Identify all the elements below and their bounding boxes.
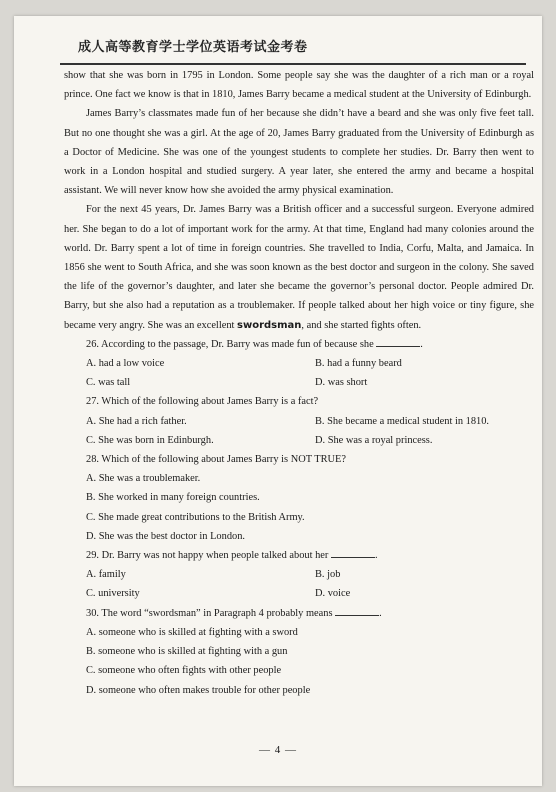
passage-paragraph-3-text: For the next 45 years, Dr. James Barry was a British officer and a successful surgeon. Everyone admired her. She began to do a lot of important work for the army. At that time, England had many colonies around the world. Dr. Barry spent a lot of time in foreign countries. She travelled to India, Corfu, Malta, and Jamaica. In 1856 she went to South Africa, and she was soon known as the best doctor and surgeon in the colony. She saved the life of the governor’s daughter, and later she became the governor’s personal doctor. People admired Dr. Barry, but she also had a reputation as a troublemaker. If people talked about her high voice or tiny figure, she became very angry. She was an excellent [64, 204, 534, 331]
answer-option-b: B. had a funny beard [315, 358, 402, 370]
question-stem-text: 28. Which of the following about James Barry is NOT TRUE? [86, 454, 347, 466]
answer-option-c: C. university [86, 588, 140, 600]
answer-option-a: A. family [86, 569, 126, 581]
answer-blank [376, 336, 420, 347]
answer-option-a: A. had a low voice [86, 358, 165, 370]
exam-title: 成人高等教育学士学位英语考试金考卷 [78, 40, 308, 55]
answer-option-d: D. She was the best doctor in London. [86, 530, 246, 542]
question-stem-end: . [375, 550, 378, 562]
answer-option-d: D. was short [315, 377, 368, 389]
answer-option-c: C. was tall [86, 377, 131, 389]
question-stem-text: 30. The word “swordsman” in Paragraph 4 probably means [86, 607, 333, 619]
page-number: — 4 — [259, 744, 297, 756]
question-30-stem [64, 604, 534, 623]
answer-option-b: B. job [315, 569, 341, 581]
option-row [64, 354, 534, 373]
passage-closing-text: , and she started fights often. [301, 319, 422, 331]
answer-blank [331, 547, 375, 558]
option-row [64, 373, 534, 392]
passage-paragraph-2: James Barry’s classmates made fun of her because she didn’t have a beard and she was only five feet tall. But no one thought she was a girl. At the age of 20, James Barry graduated from the University of Edinburgh as a Doctor of Medicine. She was one of the youngest students to complete her studies. Dr. Barry then went to work in a London hospital and studied surgery. A year later, she entered the army and became a hospital assistant. We will never know how she avoided the army physical examination. [64, 108, 534, 197]
question-stem-text: 29. Dr. Barry was not happy when people talked about her [86, 550, 329, 562]
page-header [14, 30, 542, 56]
question-stem-text: 27. Which of the following about James Barry is a fact? [86, 396, 319, 408]
answer-option-d: D. voice [315, 588, 351, 600]
passage-paragraph-1: show that she was born in 1795 in London. Some people say she was the daughter of a rich man or a royal prince. One fact we know is that in 1810, James Barry became a medical student at the University of Edinburgh. [64, 70, 534, 101]
question-28-stem [64, 450, 534, 469]
answer-option-d: D. She was a royal princess. [315, 434, 433, 446]
question-list [64, 335, 534, 700]
page-body [64, 66, 534, 700]
question-26-stem [64, 335, 534, 354]
answer-blank [335, 605, 379, 616]
option-row [64, 565, 534, 584]
answer-option-c: C. someone who often fights with other people [86, 665, 282, 677]
question-stem-end: . [379, 607, 382, 619]
option-row [64, 412, 534, 431]
exam-page [14, 16, 542, 786]
answer-option-a: A. She had a rich father. [86, 415, 187, 427]
passage-paragraph-3 [64, 200, 534, 334]
bold-word-swordsman: swordsman [237, 319, 302, 331]
answer-option-b: B. She became a medical student in 1810. [315, 415, 489, 427]
question-stem-text: 26. According to the passage, Dr. Barry was made fun of because she [86, 338, 374, 350]
answer-option-c: C. She was born in Edinburgh. [86, 434, 214, 446]
answer-option-b: B. someone who is skilled at fighting with a gun [86, 646, 288, 658]
header-rule [60, 63, 526, 65]
answer-option-a: A. someone who is skilled at fighting with a sword [86, 626, 298, 638]
question-stem-end: . [420, 338, 423, 350]
answer-option-b: B. She worked in many foreign countries. [86, 492, 260, 504]
question-27-stem [64, 392, 534, 411]
answer-option-d: D. someone who often makes trouble for other people [86, 684, 311, 696]
answer-option-c: C. She made great contributions to the British Army. [86, 511, 305, 523]
question-29-stem [64, 546, 534, 565]
option-row [64, 431, 534, 450]
option-row [64, 584, 534, 603]
answer-option-a: A. She was a troublemaker. [86, 473, 201, 485]
